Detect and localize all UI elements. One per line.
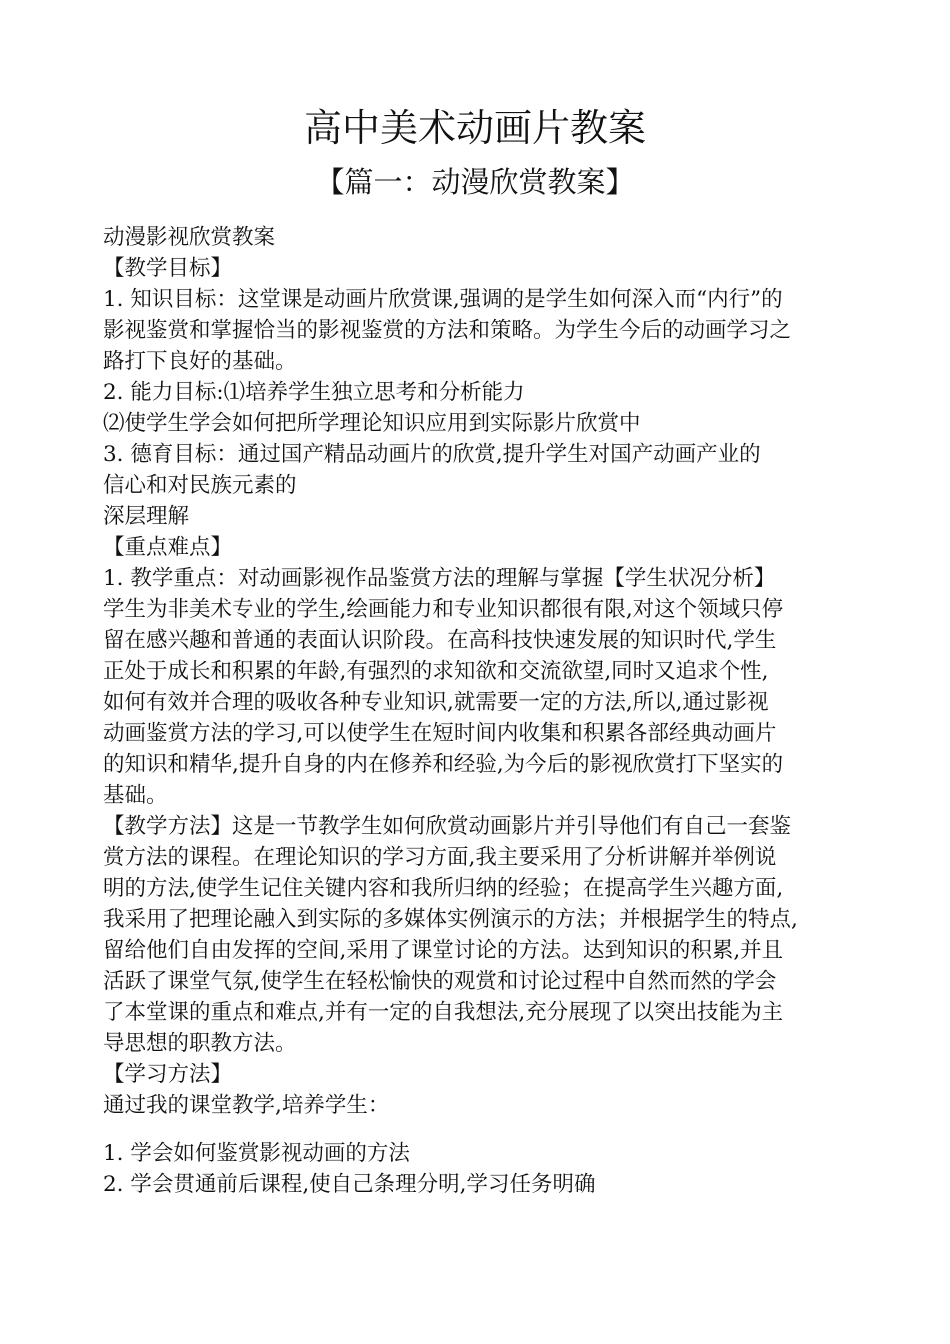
text-line: 2. 能力目标:⑴培养学生独立思考和分析能力 [103, 380, 525, 405]
text-line: 3. 德育目标：通过国产精品动画片的欣赏,提升学生对国产动画产业的 [103, 442, 761, 467]
list-item: 2. 学会贯通前后课程,使自己条理分明,学习任务明确 [103, 1172, 596, 1197]
text-line: 1. 教学重点：对动画影视作品鉴赏方法的理解与掌握【学生状况分析】 [103, 566, 776, 591]
text-line: 【教学方法】这是一节教学生如何欣赏动画影片并引导他们有自己一套鉴 [103, 814, 792, 839]
text-line: 学生为非美术专业的学生,绘画能力和专业知识都很有限,对这个领域只停 [103, 597, 784, 622]
text-line: 动画鉴赏方法的学习,可以使学生在短时间内收集和积累各部经典动画片 [103, 721, 777, 746]
text-line: 了本堂课的重点和难点,并有一定的自我想法,充分展现了以突出技能为主 [103, 1000, 784, 1025]
text-line: 信心和对民族元素的 [103, 473, 297, 498]
document-body [103, 222, 863, 1200]
text-line: 动漫影视欣赏教案 [103, 225, 276, 250]
text-line: 导思想的职教方法。 [103, 1031, 297, 1056]
document-title: 高中美术动画片教案 [303, 106, 646, 150]
section-heading: 【重点难点】 [103, 535, 233, 560]
list-item: 1. 学会如何鉴赏影视动画的方法 [103, 1141, 410, 1166]
text-line: 赏方法的课程。在理论知识的学习方面,我主要采用了分析讲解并举例说 [103, 845, 777, 870]
text-line: 的知识和精华,提升自身的内在修养和经验,为今后的影视欣赏打下坚实的 [103, 752, 784, 777]
document-subtitle: 【篇一：动漫欣赏教案】 [315, 165, 635, 199]
section-heading: 【学习方法】 [103, 1062, 233, 1087]
text-line: 我采用了把理论融入到实际的多媒体实例演示的方法；并根据学生的特点, [103, 907, 798, 932]
text-line: 正处于成长和积累的年龄,有强烈的求知欲和交流欲望,同时又追求个性, [103, 659, 769, 684]
text-line: 留在感兴趣和普通的表面认识阶段。在高科技快速发展的知识时代,学生 [103, 628, 777, 653]
text-line: 通过我的课堂教学,培养学生： [103, 1093, 390, 1118]
text-line: 深层理解 [103, 504, 190, 529]
text-line: ⑵使学生学会如何把所学理论知识应用到实际影片欣赏中 [103, 411, 641, 436]
text-line: 1. 知识目标：这堂课是动画片欣赏课,强调的是学生如何深入而“内行”的 [103, 287, 783, 312]
section-heading: 【教学目标】 [103, 256, 233, 281]
text-line: 如何有效并合理的吸收各种专业知识,就需要一定的方法,所以,通过影视 [103, 690, 769, 715]
text-line: 活跃了课堂气氛,使学生在轻松愉快的观赏和讨论过程中自然而然的学会 [103, 969, 777, 994]
text-line: 明的方法,使学生记住关键内容和我所归纳的经验；在提高学生兴趣方面, [103, 876, 784, 901]
blank-line [103, 1121, 863, 1138]
text-line: 路打下良好的基础。 [103, 349, 297, 374]
text-line: 影视鉴赏和掌握恰当的影视鉴赏的方法和策略。为学生今后的动画学习之 [103, 318, 792, 343]
text-line: 基础。 [103, 783, 168, 808]
text-line: 留给他们自由发挥的空间,采用了课堂讨论的方法。达到知识的积累,并且 [103, 938, 784, 963]
